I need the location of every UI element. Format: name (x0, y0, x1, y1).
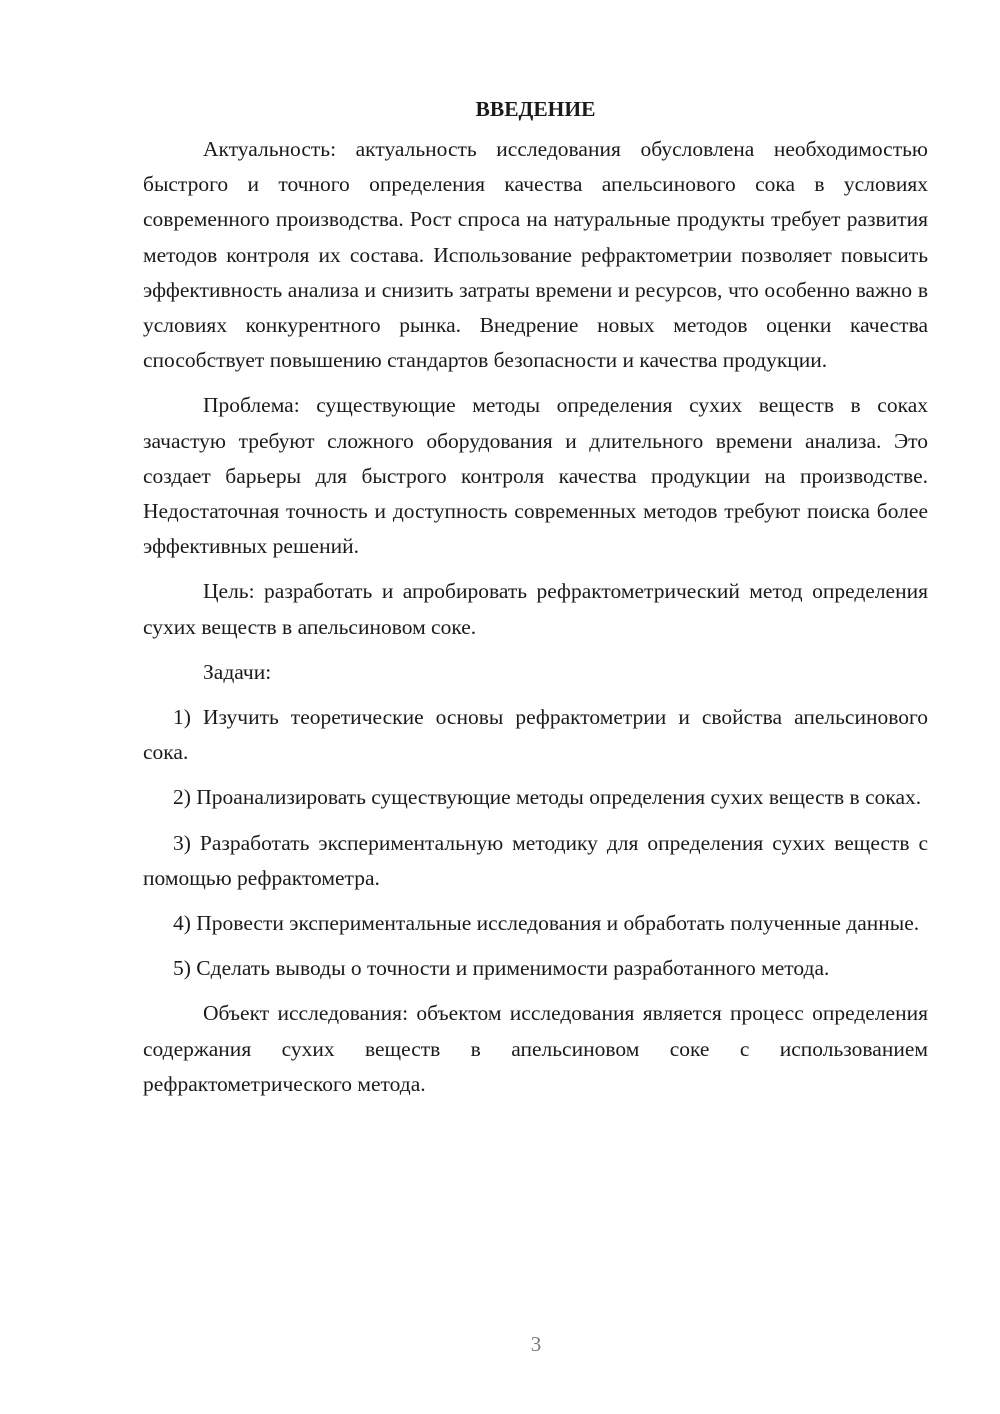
task-item: 1) Изучить теоретические основы рефрактометрии и свойства апельсинового сока. (143, 705, 928, 765)
task-item: 3) Разработать экспериментальную методику для определения сухих веществ с помощью рефрактометра. (143, 830, 928, 890)
page-number: 3 (530, 1332, 542, 1356)
task-item: 5) Сделать выводы о точности и применимости разработанного метода. (173, 956, 830, 981)
tasks-heading: Задачи: (203, 659, 272, 684)
paragraph-problem: Проблема: существующие методы определения сухих веществ в соках зачастую требуют сложного оборудования и длительного времени анализа. Это создает барьеры для быстрого контроля качества продукции на производстве. Недостаточная точность и доступность современных методов требуют поиска более эффективных решений. (143, 393, 928, 559)
paragraph-relevance: Актуальность: актуальность исследования обусловлена необходимостью быстрого и точного определения качества апельсинового сока в условиях современного производства. Рост спроса на натуральные продукты требует развития методов контроля их состава. Использование рефрактометрии позволяет повысить эффективность анализа и снизить затраты времени и ресурсов, что особенно важно в условиях конкурентного рынка. Внедрение новых методов оценки качества способствует повышению стандартов безопасности и качества продукции. (143, 137, 928, 373)
paragraph-object: Объект исследования: объектом исследования является процесс определения содержания сухих веществ в апельсиновом соке с использованием рефрактометрического метода. (143, 1001, 928, 1096)
paragraph-goal: Цель: разработать и апробировать рефрактометрический метод определения сухих веществ в апельсиновом соке. (143, 579, 928, 639)
document-page (143, 90, 928, 1102)
tasks-list (143, 700, 928, 986)
section-title: ВВЕДЕНИЕ (475, 97, 596, 121)
task-item: 4) Провести экспериментальные исследования и обработать полученные данные. (173, 911, 920, 936)
task-item: 2) Проанализировать существующие методы определения сухих веществ в соках. (173, 785, 922, 810)
